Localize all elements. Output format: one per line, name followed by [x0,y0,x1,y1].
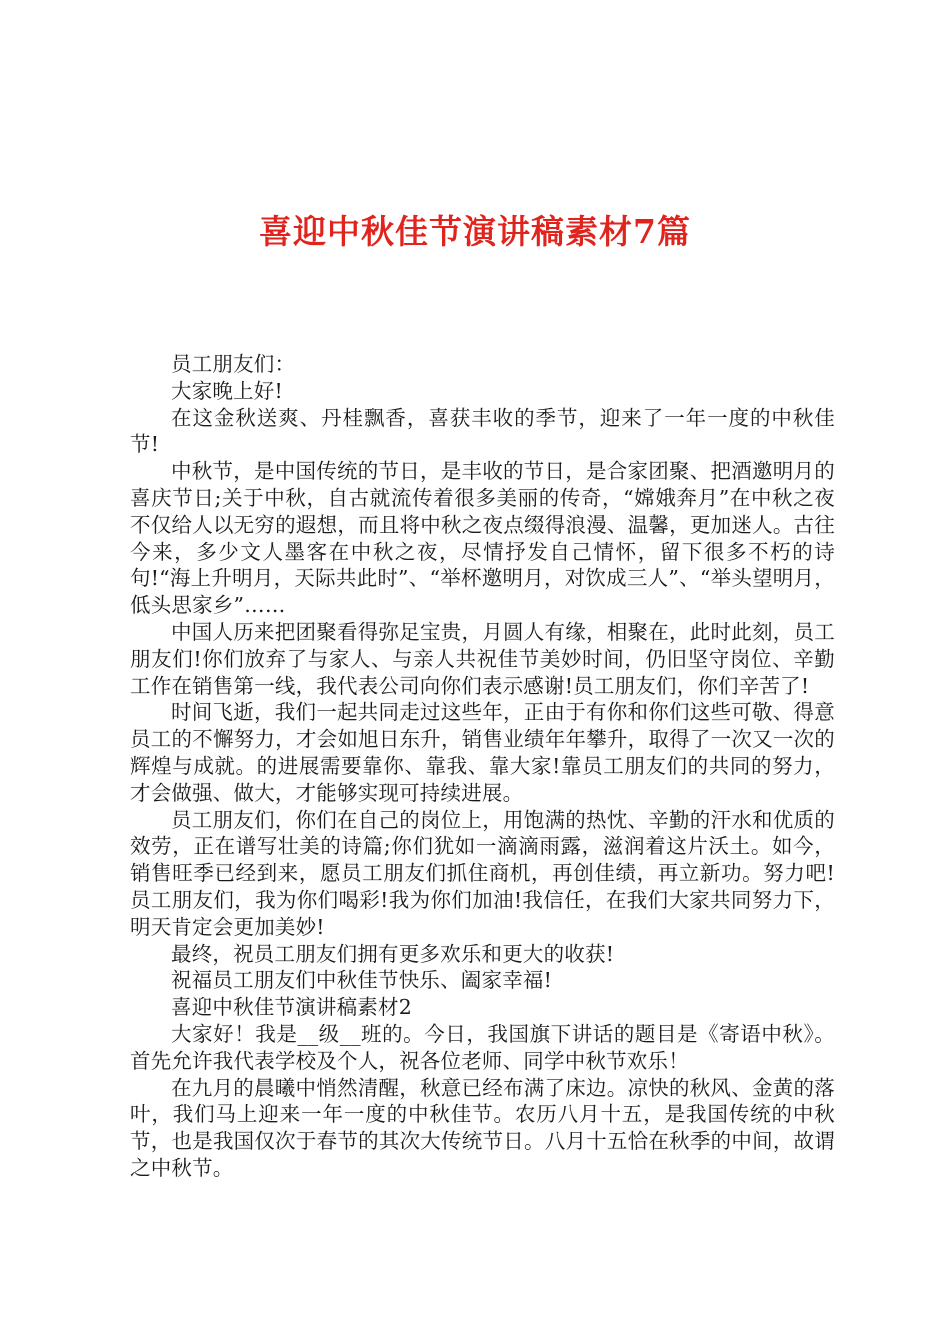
paragraph: 大家晚上好! [171,378,283,403]
section-heading: 喜迎中秋佳节演讲稿素材2 [171,995,412,1020]
paragraph: 祝福员工朋友们中秋佳节快乐、阖家幸福! [171,968,553,993]
paragraph: 最终，祝员工朋友们拥有更多欢乐和更大的收获! [171,941,615,966]
paragraph: 员工朋友们，你们在自己的岗位上，用饱满的热忱、辛勤的汗水和优质的效劳，正在谱写壮美的诗篇;你们犹如一滴滴雨露，滋润着这片沃土。如今，销售旺季已经到来，愿员工朋友们抓住商机，再创佳绩，再立新功。努力吧!员工朋友们，我为你们喝彩!我为你们加油!我信任，在我们大家共同努力下，明天肯定会更加美妙! [130,807,835,939]
document-body [130,351,835,1182]
paragraph: 在九月的晨曦中悄然清醒，秋意已经布满了床边。凉快的秋风、金黄的落叶，我们马上迎来一年一度的中秋佳节。农历八月十五，是我国传统的中秋节，也是我国仅次于春节的其次大传统节日。八月十五恰在秋季的中间，故谓之中秋节。 [130,1075,835,1180]
paragraph: 在这金秋送爽、丹桂飘香，喜获丰收的季节，迎来了一年一度的中秋佳节! [130,405,835,457]
document-title: 喜迎中秋佳节演讲稿素材7篇 [259,212,691,251]
paragraph: 中国人历来把团聚看得弥足宝贵，月圆人有缘，相聚在，此时此刻，员工朋友们!你们放弃了与家人、与亲人共祝佳节美妙时间，仍旧坚守岗位、辛勤工作在销售第一线，我代表公司向你们表示感谢!员工朋友们，你们辛苦了! [130,619,835,698]
paragraph: 时间飞逝，我们一起共同走过这些年，正由于有你和你们这些可敬、得意员工的不懈努力，才会如旭日东升，销售业绩年年攀升，取得了一次又一次的辉煌与成就。的进展需要靠你、靠我、靠大家!靠员工朋友们的共同的努力，才会做强、做大，才能够实现可持续进展。 [130,700,835,805]
paragraph: 中秋节，是中国传统的节日，是丰收的节日，是合家团聚、把酒邀明月的喜庆节日;关于中秋，自古就流传着很多美丽的传奇，“嫦娥奔月”在中秋之夜不仅给人以无穷的遐想，而且将中秋之夜点缀得浪漫、温馨，更加迷人。古往今来，多少文人墨客在中秋之夜，尽情抒发自己情怀，留下很多不朽的诗句!“海上升明月，天际共此时”、“举杯邀明月，对饮成三人”、“举头望明月，低头思家乡”…… [130,459,835,618]
paragraph: 大家好！我是__级__班的。今日，我国旗下讲话的题目是《寄语中秋》。首先允许我代表学校及个人，祝各位老师、同学中秋节欢乐！ [130,1021,835,1073]
paragraph: 员工朋友们： [171,352,296,376]
